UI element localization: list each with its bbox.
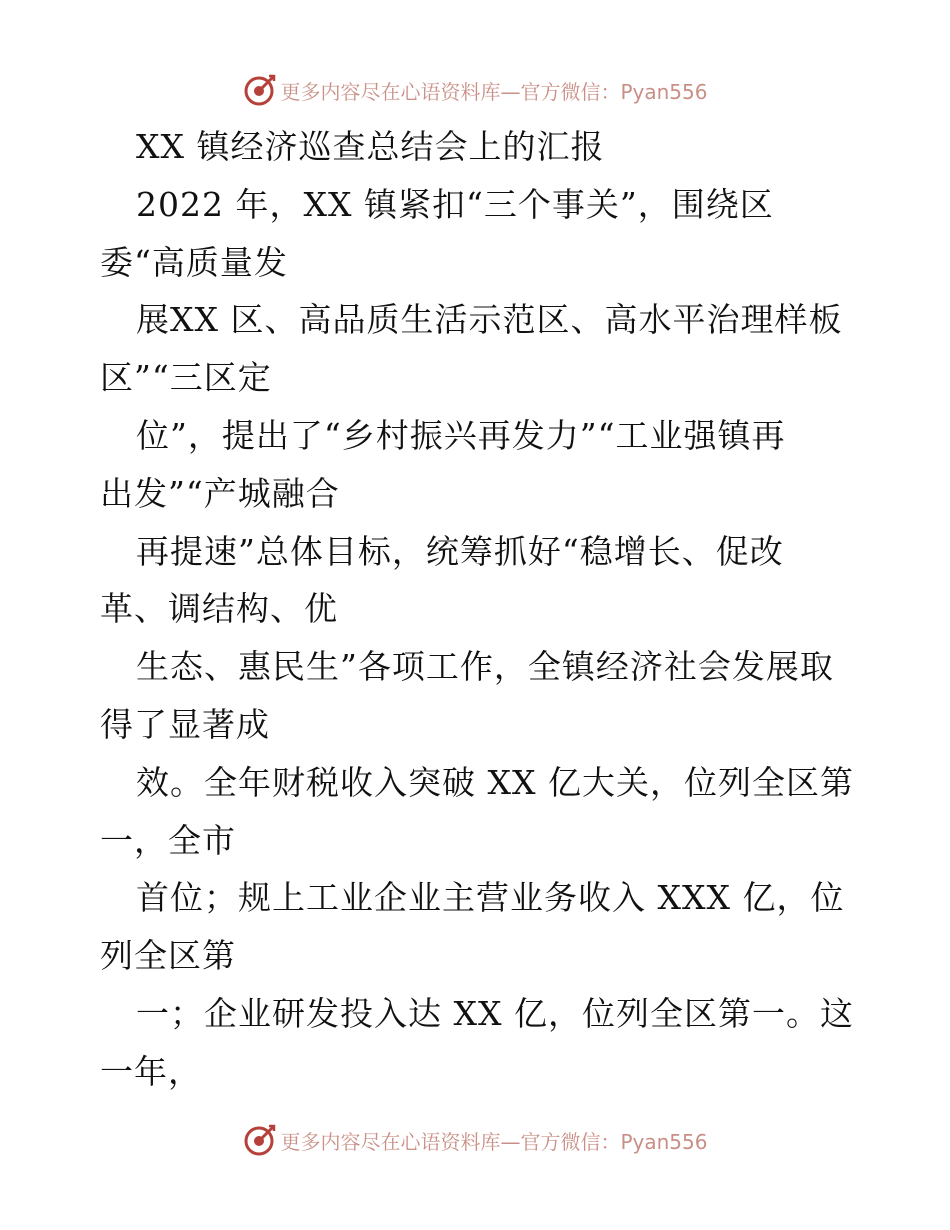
text-line: 效。全年财税收入突破 XX 亿大关，位列全区第 — [136, 762, 854, 802]
document-body — [100, 118, 860, 1101]
text-line: 一，全市 — [100, 820, 236, 860]
text-line: 生态、惠民生”各项工作，全镇经济社会发展取 — [136, 647, 834, 687]
brand-logo-icon — [242, 73, 276, 107]
watermark-text: 更多内容尽在心语资料库—官方微信：Pyan556 — [280, 1129, 708, 1154]
text-line: 一；企业研发投入达 XX 亿，位列全区第一。这 — [136, 993, 854, 1033]
brand-logo-icon — [242, 1123, 276, 1157]
text-line: 位”，提出了“乡村振兴再发力”“工业强镇再 — [136, 415, 786, 455]
text-line: 革、调结构、优 — [100, 589, 338, 629]
text-line: 一年， — [100, 1051, 202, 1091]
text-line: 再提速”总体目标，统筹抓好“稳增长、促改 — [136, 531, 784, 571]
text-line: 列全区第 — [100, 936, 236, 976]
watermark-banner-bottom — [0, 1120, 950, 1160]
text-line: 委“高质量发 — [100, 242, 288, 282]
text-line: 区”“三区定 — [100, 358, 272, 398]
text-line: 得了显著成 — [100, 704, 270, 744]
text-line: 出发”“产城融合 — [100, 473, 340, 513]
text-line: 首位；规上工业企业主营业务收入 XXX 亿，位 — [136, 878, 845, 918]
watermark-banner-top — [0, 70, 950, 110]
text-line: 2022 年，XX 镇紧扣“三个事关”，围绕区 — [136, 184, 774, 224]
text-line: XX 镇经济巡查总结会上的汇报 — [136, 127, 605, 166]
text-line: 展XX 区、高品质生活示范区、高水平治理样板 — [136, 300, 843, 340]
watermark-text: 更多内容尽在心语资料库—官方微信：Pyan556 — [280, 79, 708, 104]
